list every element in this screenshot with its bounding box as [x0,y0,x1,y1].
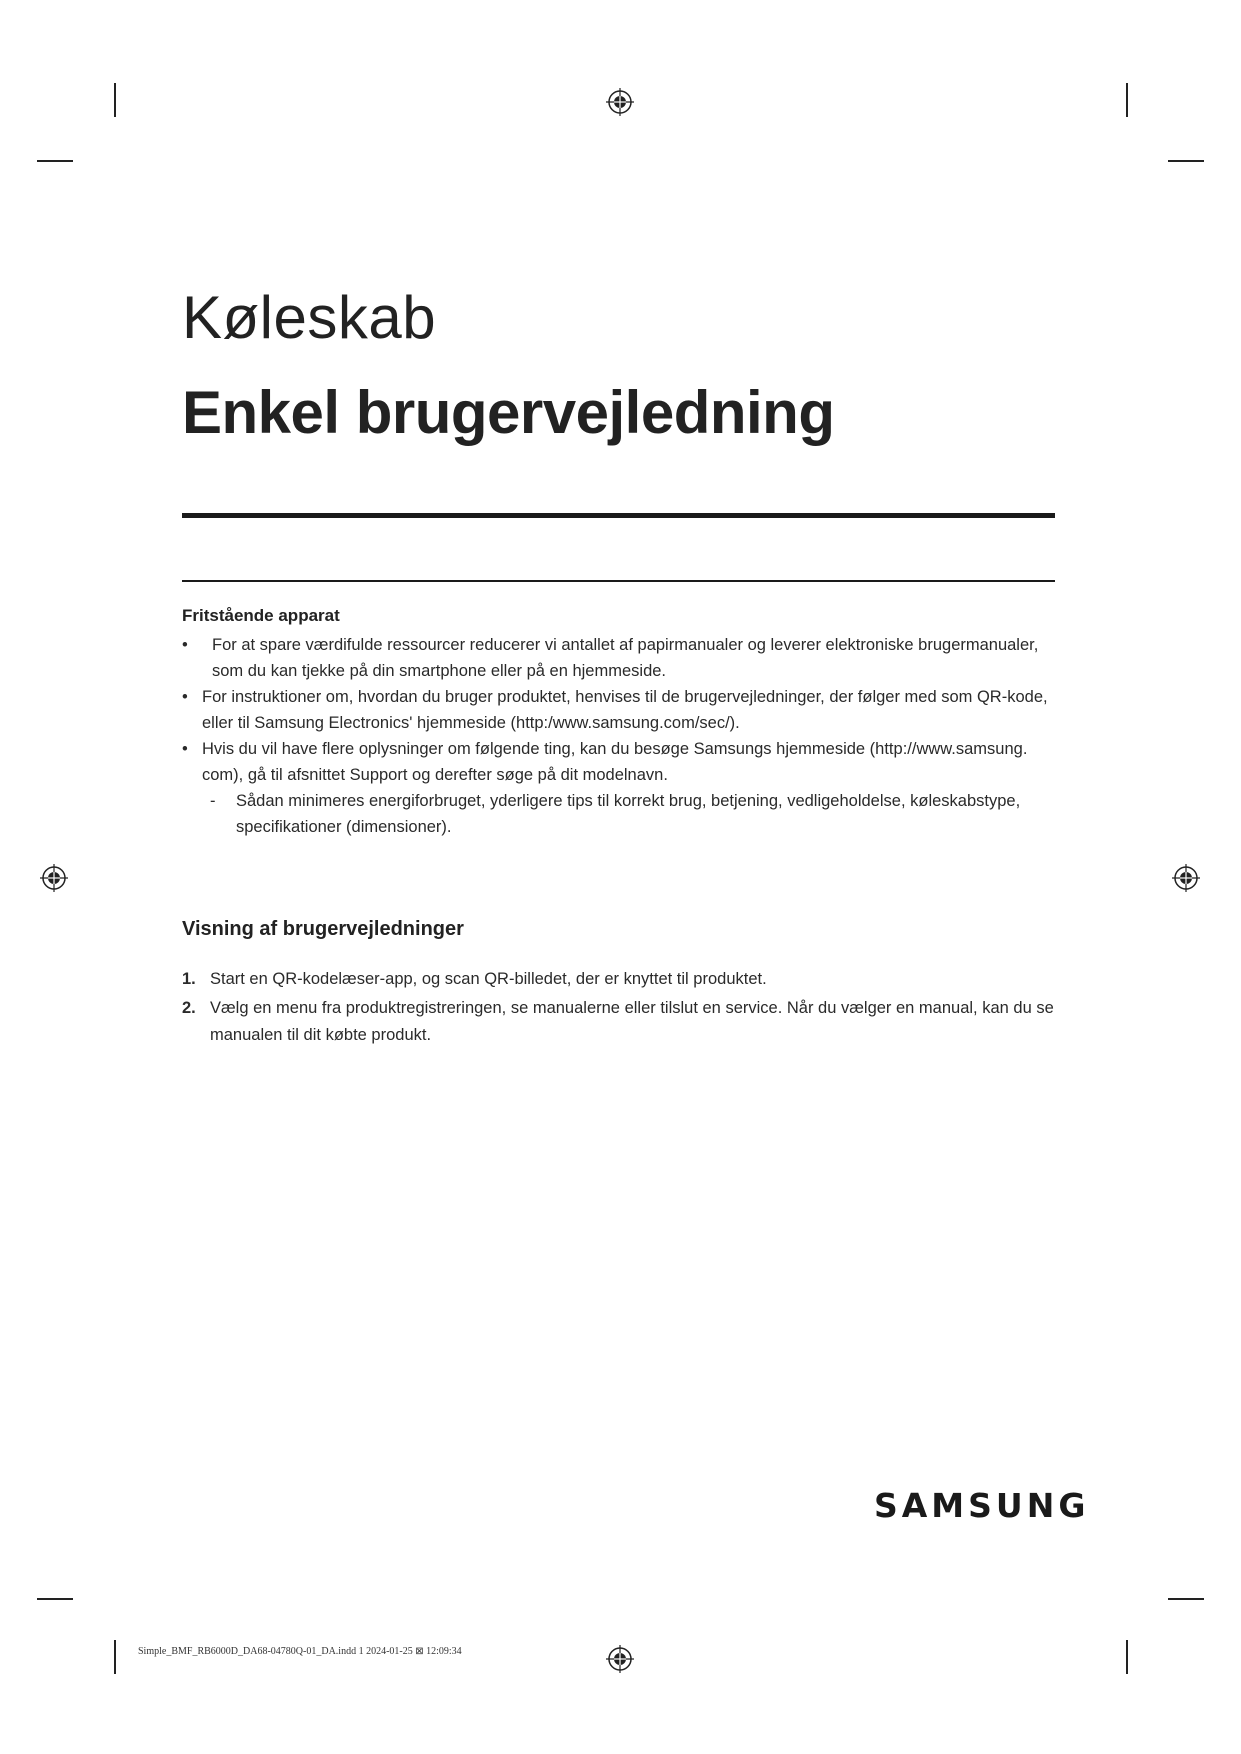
registration-mark-icon [605,1644,635,1674]
crop-mark [37,1598,73,1600]
registration-mark-icon [39,863,69,893]
sub-list-item-text: Sådan minimeres energiforbruget, yderligere tips til korrekt brug, betjening, vedligeholdelse, køleskabstype, specifikationer (dimensioner). [236,792,1021,836]
section-label: Fritstående apparat [182,606,340,625]
document-title: Enkel brugervejledning [182,379,835,446]
bullet-list [182,632,1062,840]
crop-mark [37,160,73,162]
bullet-icon: • [182,688,188,706]
registration-mark-icon [1171,863,1201,893]
step-item [182,966,1062,993]
bullet-icon: • [182,636,188,654]
list-item [182,632,1062,684]
crop-mark [1168,1598,1204,1600]
crop-mark [114,1640,116,1674]
list-item-text: Hvis du vil have flere oplysninger om følgende ting, kan du besøge Samsungs hjemmeside (http://www.samsung. com), gå til afsnittet Support og derefter søge på dit modelnavn. [202,740,1028,784]
step-number: 1. [182,970,196,988]
divider [182,513,1055,518]
section-heading: Visning af brugervejledninger [182,918,464,940]
step-text: Start en QR-kodelæser-app, og scan QR-billedet, der er knyttet til produktet. [210,970,767,988]
crop-mark [1126,83,1128,117]
crop-mark [114,83,116,117]
crop-mark [1126,1640,1128,1674]
divider [182,580,1055,582]
document-subtitle: Køleskab [182,284,437,351]
registration-mark-icon [605,87,635,117]
dash-icon: - [210,792,216,810]
step-item [182,995,1062,1049]
bullet-icon: • [182,740,188,758]
samsung-logo: SAMSUNG [874,1486,1090,1525]
list-item-text: For at spare værdifulde ressourcer reducerer vi antallet af papirmanualer og leverer elektroniske brugermanualer, som du kan tjekke på din smartphone eller på en hjemmeside. [212,636,1039,680]
list-item [182,736,1062,788]
sub-list-item [182,788,1062,840]
list-item [182,684,1062,736]
step-number: 2. [182,999,196,1017]
step-list [182,966,1062,1051]
list-item-text: For instruktioner om, hvordan du bruger produktet, henvises til de brugervejledninger, der følger med som QR-kode, eller til Samsung Electronics' hjemmeside (http:/www.samsung.com/sec/). [202,688,1048,732]
step-text: Vælg en menu fra produktregistreringen, se manualerne eller tilslut en service. Når du vælger en manual, kan du se manualen til dit købte produkt. [210,999,1054,1044]
print-slug: Simple_BMF_RB6000D_DA68-04780Q-01_DA.indd 1 2024-01-25 ⊠ 12:09:34 [138,1646,462,1657]
crop-mark [1168,160,1204,162]
